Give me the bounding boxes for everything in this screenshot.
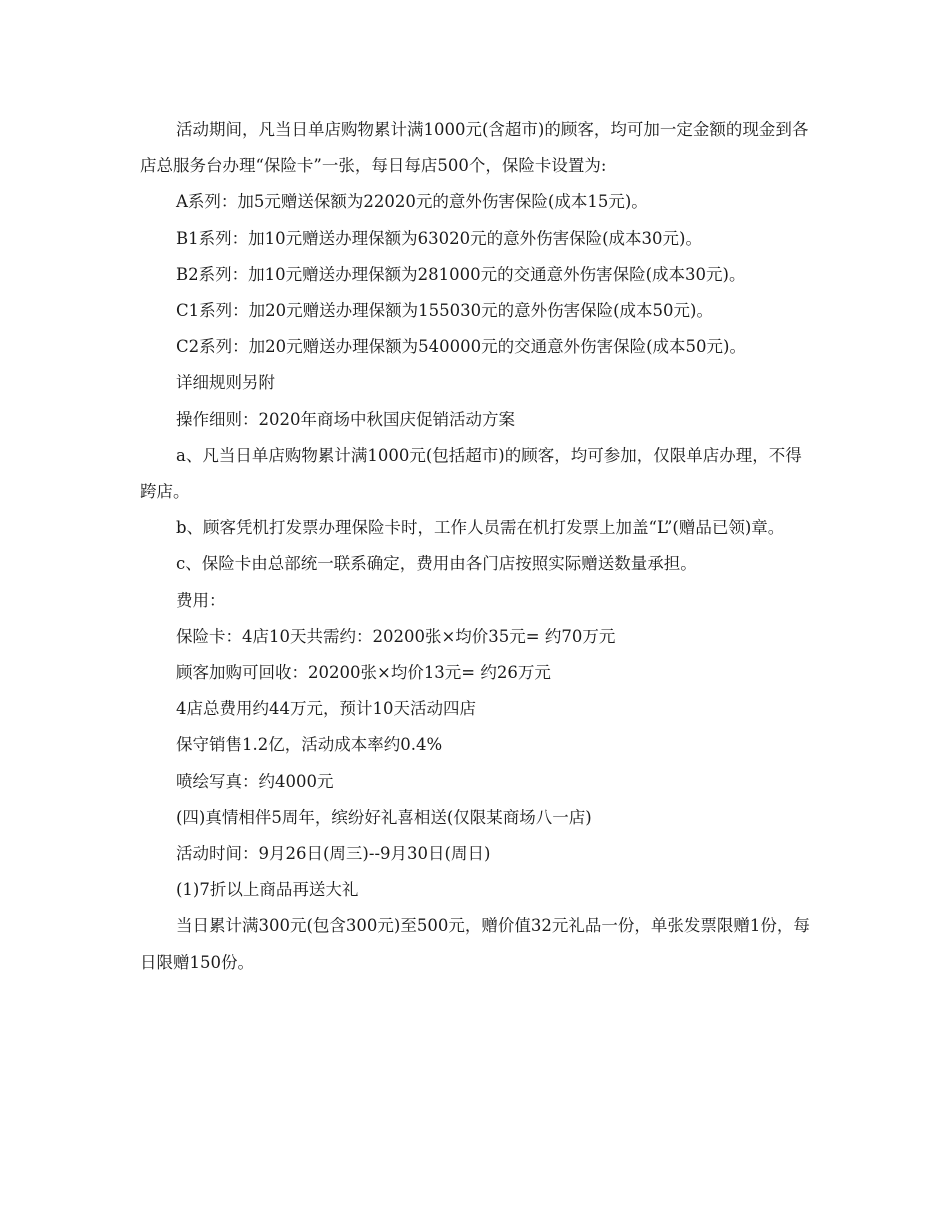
document-body [140, 112, 810, 981]
paragraph-series-b2: B2系列：加10元赠送办理保额为281000元的交通意外伤害保险(成本30元)。 [176, 264, 746, 284]
paragraph-gift-rule: 当日累计满300元(包含300元)至500元，赠价值32元礼品一份，单张发票限赠1份，每日限赠150份。 [140, 916, 810, 972]
paragraph-section-four-title: (四)真情相伴5周年，缤纷好礼喜相送(仅限某商场八一店) [176, 807, 592, 827]
paragraph-cost-total: 4店总费用约44万元，预计10天活动四店 [176, 699, 476, 719]
paragraph-rule-c: c、保险卡由总部统一联系确定，费用由各门店按照实际赠送数量承担。 [176, 554, 697, 574]
paragraph-series-b1: B1系列：加10元赠送办理保额为63020元的意外伤害保险(成本30元)。 [176, 228, 702, 248]
paragraph-sales-estimate: 保守销售1.2亿，活动成本率约0.4% [176, 735, 443, 755]
paragraph-rule-b: b、顾客凭机打发票办理保险卡时，工作人员需在机打发票上加盖“L”(赠品已领)章。 [176, 518, 785, 538]
paragraph-cost-recovery: 顾客加购可回收：20200张×均价13元= 约26万元 [176, 663, 551, 683]
paragraph-activity-period: 活动期间，凡当日单店购物累计满1000元(含超市)的顾客，均可加一定金额的现金到各店总服务台办理“保险卡”一张，每日每店500个，保险卡设置为: [140, 120, 809, 176]
paragraph-cost-insurance-card: 保险卡：4店10天共需约：20200张×均价35元= 约70万元 [176, 626, 616, 646]
paragraph-series-c2: C2系列：加20元赠送办理保额为540000元的交通意外伤害保险(成本50元)。 [176, 337, 746, 357]
paragraph-series-c1: C1系列：加20元赠送办理保额为155030元的意外伤害保险(成本50元)。 [176, 301, 713, 321]
paragraph-rules-note: 详细规则另附 [176, 373, 275, 393]
paragraph-operation-details: 操作细则：2020年商场中秋国庆促销活动方案 [176, 409, 515, 429]
paragraph-print-cost: 喷绘写真：约4000元 [176, 771, 334, 791]
paragraph-series-a: A系列：加5元赠送保额为22020元的意外伤害保险(成本15元)。 [176, 192, 648, 212]
paragraph-activity-time: 活动时间：9月26日(周三)--9月30日(周日) [176, 844, 491, 864]
paragraph-cost-heading: 费用： [176, 590, 226, 610]
paragraph-gift-heading: (1)7折以上商品再送大礼 [176, 880, 359, 900]
paragraph-rule-a: a、凡当日单店购物累计满1000元(包括超市)的顾客，均可参加，仅限单店办理，不得跨店。 [140, 445, 802, 502]
